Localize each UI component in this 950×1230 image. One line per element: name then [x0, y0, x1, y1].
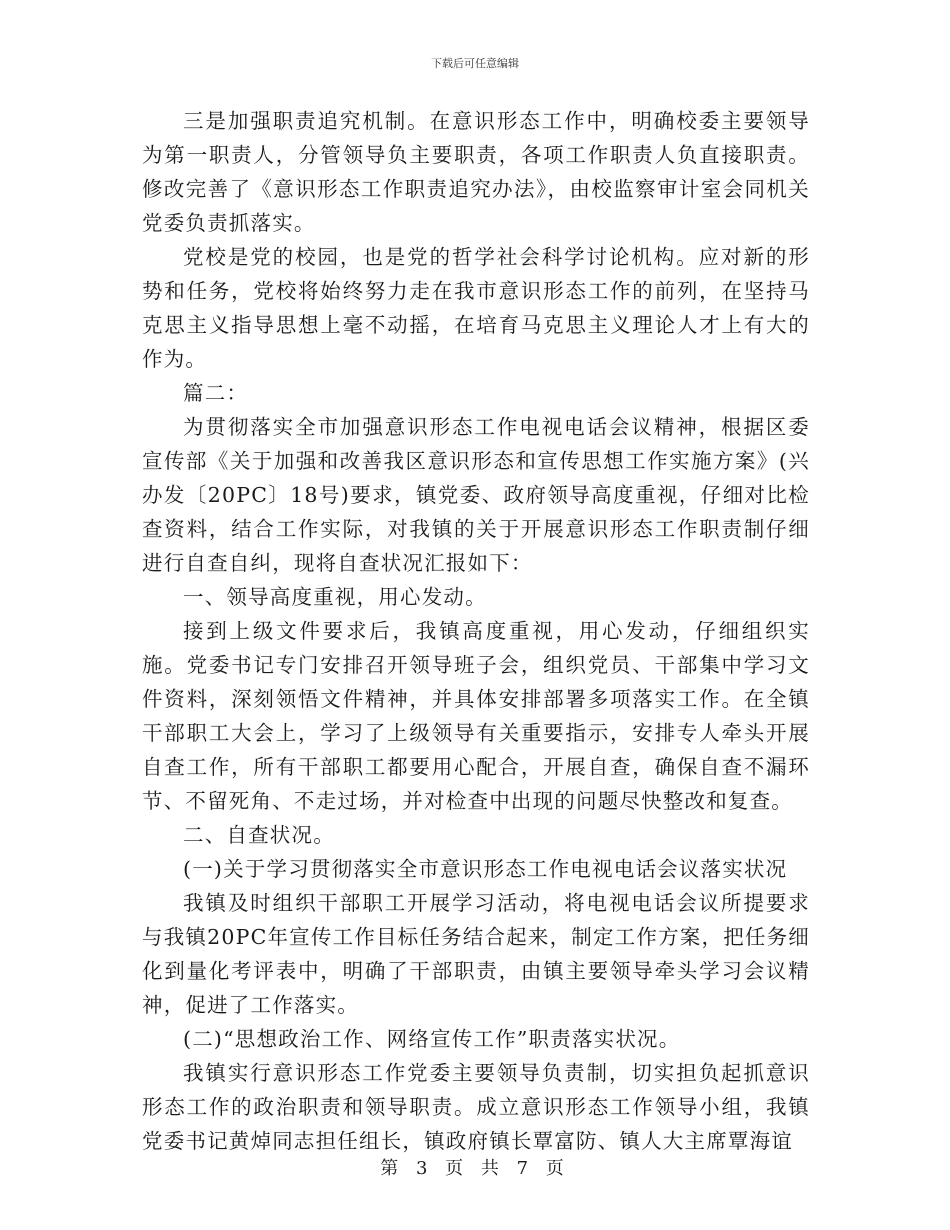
- document-body: [142, 104, 810, 1158]
- paragraph: 接到上级文件要求后，我镇高度重视，用心发动，仔细组织实施。党委书记专门安排召开领导班子会，组织党员、干部集中学习文件资料，深刻领悟文件精神，并具体安排部署多项落实工作。在全镇干部职工大会上，学习了上级领导有关重要指示，安排专人牵头开展自查工作，所有干部职工都要用心配合，开展自查，确保自查不漏环节、不留死角、不走过场，并对检查中出现的问题尽快整改和复查。: [142, 619, 810, 813]
- paragraph: 我镇实行意识形态工作党委主要领导负责制，切实担负起抓意识形态工作的政治职责和领导职责。成立意识形态工作领导小组，我镇党委书记黄焯同志担任组长，镇政府镇长覃富防、镇人大主席覃海谊: [142, 1061, 810, 1153]
- paragraph: 我镇及时组织干部职工开展学习活动，将电视电话会议所提要求与我镇20PC年宣传工作目标任务结合起来，制定工作方案，把任务细化到量化考评表中，明确了干部职责，由镇主要领导牵头学习会议精神，促进了工作落实。: [142, 891, 810, 1017]
- paragraph: 三是加强职责追究机制。在意识形态工作中，明确校委主要领导为第一职责人，分管领导负主要职责，各项工作职责人负直接职责。修改完善了《意识形态工作职责追究办法》，由校监察审计室会同机关党委负责抓落实。: [142, 109, 810, 235]
- paragraph: 党校是党的校园，也是党的哲学社会科学讨论机构。应对新的形势和任务，党校将始终努力走在我市意识形态工作的前列，在坚持马克思主义指导思想上毫不动摇，在培育马克思主义理论人才上有大的作为。: [142, 245, 810, 371]
- page-header-note: 下载后可任意编辑: [431, 57, 519, 70]
- section-heading: 二、自查状况。: [183, 823, 335, 847]
- subsection-heading: (二)“思想政治工作、网络宣传工作”职责落实状况。: [183, 1027, 681, 1051]
- page-number-footer: 第 3 页 共 7 页: [380, 1158, 570, 1179]
- subsection-heading: (一)关于学习贯彻落实全市意识形态工作电视电话会议落实状况: [183, 857, 788, 881]
- section-heading: 一、领导高度重视，用心发动。: [183, 585, 487, 609]
- section-heading: 篇二：: [183, 381, 249, 405]
- paragraph: 为贯彻落实全市加强意识形态工作电视电话会议精神，根据区委宣传部《关于加强和改善我区意识形态和宣传思想工作实施方案》(兴办发〔20PC〕18号)要求，镇党委、政府领导高度重视，仔细对比检查资料，结合工作实际，对我镇的关于开展意识形态工作职责制仔细进行自查自纠，现将自查状况汇报如下：: [142, 415, 810, 575]
